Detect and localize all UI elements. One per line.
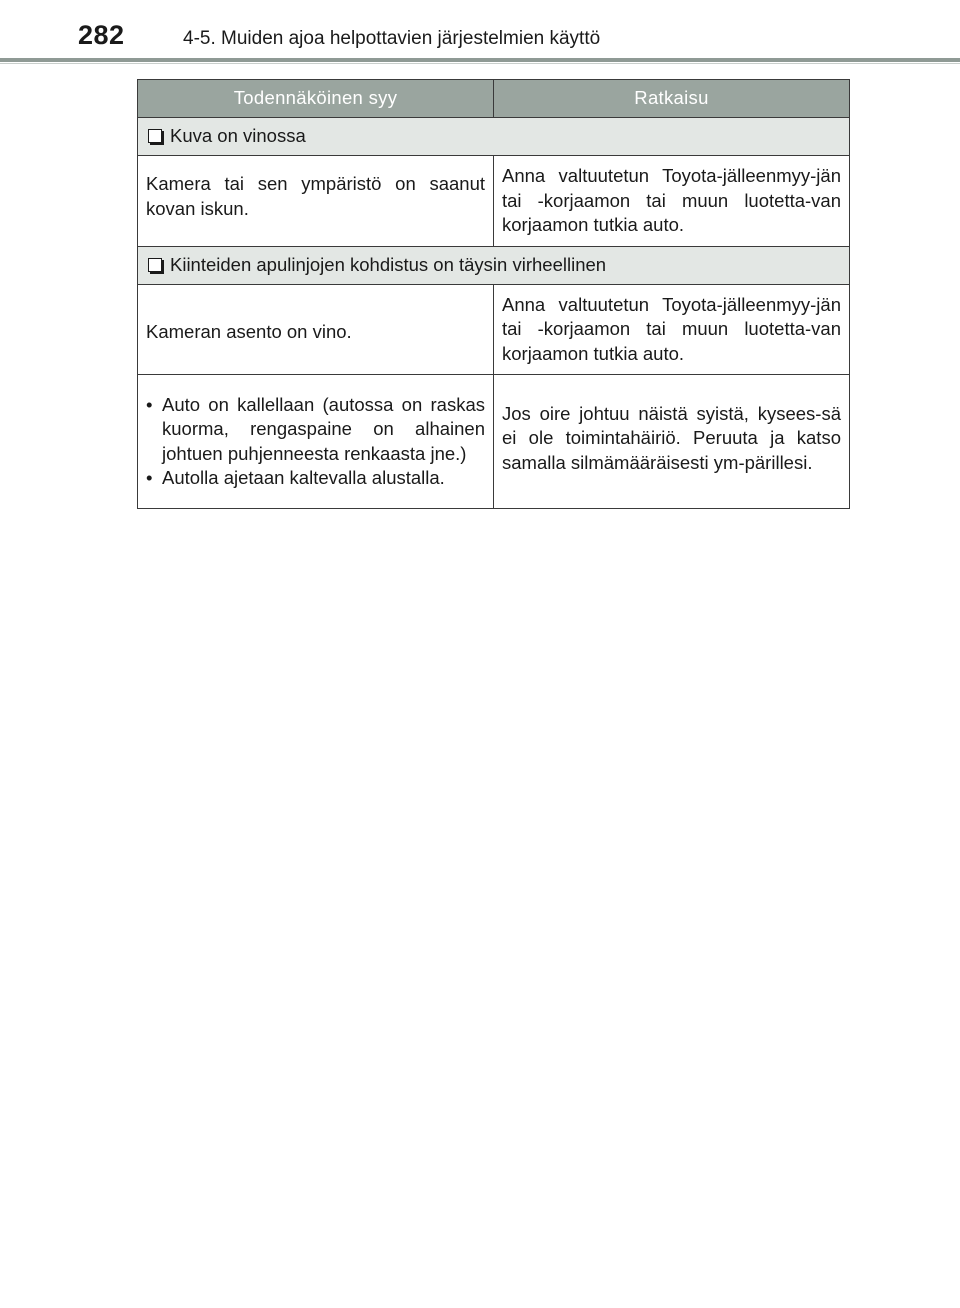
cause-cell (138, 375, 494, 509)
column-header-cause: Todennäköinen syy (138, 80, 494, 118)
chapter-title: 4-5. Muiden ajoa helpottavien järjestelmien käyttö (183, 28, 601, 49)
section-row (138, 246, 850, 284)
section-row (138, 118, 850, 156)
table-row (138, 156, 850, 247)
page-number: 282 (78, 20, 125, 50)
cause-cell: Kamera tai sen ympäristö on saanut kovan iskun. (138, 156, 494, 247)
solution-cell: Jos oire johtuu näistä syistä, kysees-sä ei ole toimintahäiriö. Peruuta ja katso samalla silmämääräisesti ym-pärillesi. (494, 375, 850, 509)
section-heading (138, 118, 850, 156)
section-title: Kiinteiden apulinjojen kohdistus on täysin virheellinen (170, 253, 607, 275)
solution-cell: Anna valtuutetun Toyota-jälleenmyy-jän tai -korjaamon tai muun luotetta-van korjaamon tutkia auto. (494, 284, 850, 375)
table-row (138, 375, 850, 509)
troubleshooting-table (137, 79, 850, 509)
page-header (0, 0, 960, 64)
table-header-row (138, 80, 850, 118)
section-heading (138, 246, 850, 284)
section-title: Kuva on vinossa (170, 125, 306, 147)
table-row (138, 284, 850, 375)
header-divider (0, 58, 960, 62)
checkbox-icon (148, 129, 162, 143)
checkbox-icon (148, 258, 162, 272)
list-item: • Autolla ajetaan kaltevalla alustalla. (146, 466, 485, 491)
solution-cell: Anna valtuutetun Toyota-jälleenmyy-jän tai -korjaamon tai muun luotetta-van korjaamon tutkia auto. (494, 156, 850, 247)
column-header-solution: Ratkaisu (494, 80, 850, 118)
header-divider-thin (0, 63, 960, 64)
cause-cell: Kameran asento on vino. (138, 284, 494, 375)
list-item: • Auto on kallellaan (autossa on raskas kuorma, rengaspaine on alhainen johtuen puhjenneesta renkaasta jne.) (146, 393, 485, 467)
cause-list (146, 393, 485, 491)
